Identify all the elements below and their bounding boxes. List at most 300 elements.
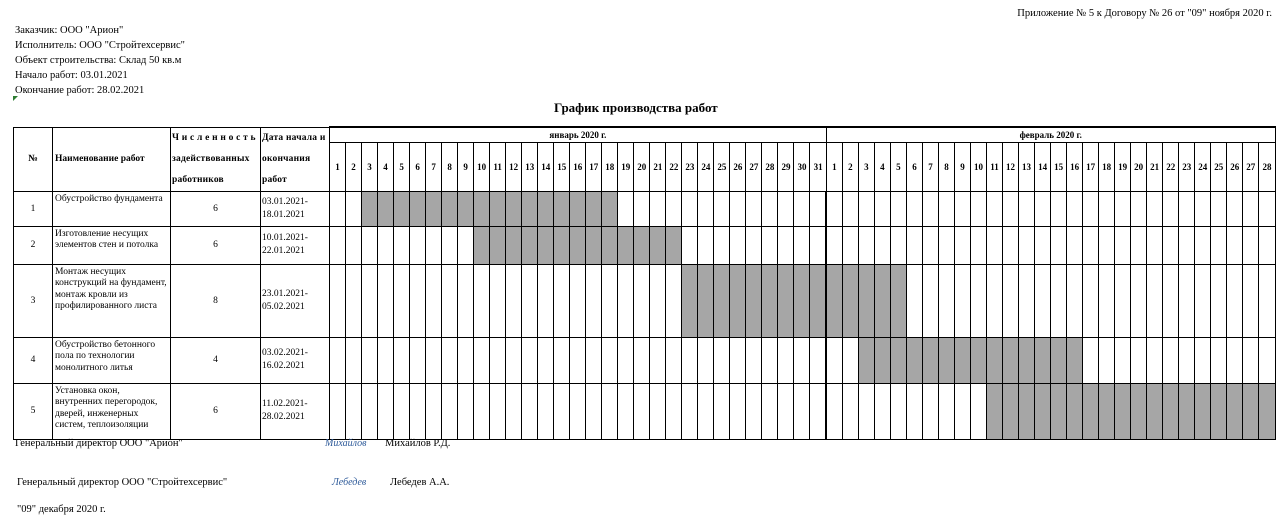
gantt-cell [810,383,826,439]
gantt-cell [826,191,842,226]
gantt-cell [714,383,730,439]
gantt-bar-cell [442,191,458,226]
gantt-cell [971,226,987,264]
gantt-cell [874,191,890,226]
gantt-cell [602,337,618,383]
gantt-cell [506,337,522,383]
gantt-cell [1051,191,1067,226]
gantt-cell [746,337,762,383]
gantt-bar-cell [554,226,570,264]
gantt-cell [346,337,362,383]
gantt-cell [490,264,506,337]
gantt-cell [346,191,362,226]
gantt-cell [426,226,442,264]
gantt-cell [378,383,394,439]
gantt-cell [1099,191,1115,226]
gantt-bar-cell [698,264,714,337]
gantt-cell [1147,337,1163,383]
gantt-cell [1067,226,1083,264]
gantt-cell [1243,226,1259,264]
day-header: 8 [938,143,954,191]
day-header: 13 [522,143,538,191]
day-header: 3 [858,143,874,191]
day-header: 14 [1035,143,1051,191]
signer1-signature: Михайлов [325,438,367,449]
day-header: 30 [794,143,810,191]
gantt-table [13,126,1276,440]
gantt-cell [618,337,634,383]
gantt-bar-cell [586,226,602,264]
gantt-cell [826,226,842,264]
task-name: Установка окон, внутренних перегородок, дверей, инженерных систем, теплоизоляции [53,383,171,439]
gantt-cell [762,226,778,264]
gantt-cell [922,264,938,337]
gantt-cell [938,191,954,226]
gantt-cell [1179,264,1195,337]
gantt-cell [394,264,410,337]
day-header: 1 [826,143,842,191]
task-dates: 03.02.2021-16.02.2021 [261,337,330,383]
gantt-bar-cell [874,264,890,337]
gantt-bar-cell [1195,383,1211,439]
gantt-cell [1259,226,1275,264]
gantt-bar-cell [586,191,602,226]
gantt-cell [971,191,987,226]
day-header: 10 [971,143,987,191]
gantt-cell [1131,226,1147,264]
gantt-cell [1243,191,1259,226]
gantt-cell [1163,264,1179,337]
gantt-bar-cell [762,264,778,337]
gantt-cell [474,264,490,337]
signer1-name: Михайлов Р.Д. [385,438,451,449]
col-header-workers: Ч и с л е н н о с т ь задействованных работников [171,127,261,191]
gantt-bar-cell [650,226,666,264]
gantt-cell [890,226,906,264]
gantt-bar-cell [987,337,1003,383]
gantt-bar-cell [1099,383,1115,439]
day-header: 2 [346,143,362,191]
day-header: 15 [554,143,570,191]
gantt-cell [794,383,810,439]
gantt-cell [1051,226,1067,264]
gantt-cell [1227,226,1243,264]
gantt-cell [1147,264,1163,337]
gantt-cell [842,191,858,226]
gantt-cell [954,264,970,337]
col-header-name: Наименование работ [53,127,171,191]
gantt-bar-cell [778,264,794,337]
gantt-cell [810,337,826,383]
task-row [14,226,1276,264]
gantt-cell [1003,226,1019,264]
gantt-cell [618,383,634,439]
gantt-cell [410,337,426,383]
gantt-bar-cell [858,337,874,383]
gantt-cell [1179,191,1195,226]
gantt-cell [330,337,346,383]
day-header: 5 [394,143,410,191]
gantt-cell [506,264,522,337]
gantt-cell [1131,264,1147,337]
day-header: 19 [1115,143,1131,191]
gantt-cell [746,226,762,264]
task-dates: 11.02.2021-28.02.2021 [261,383,330,439]
day-header: 18 [1099,143,1115,191]
gantt-cell [634,264,650,337]
day-header: 9 [954,143,970,191]
gantt-cell [394,383,410,439]
gantt-cell [634,191,650,226]
gantt-bar-cell [538,226,554,264]
gantt-cell [554,264,570,337]
gantt-cell [682,226,698,264]
gantt-cell [666,383,682,439]
day-header: 26 [730,143,746,191]
task-workers: 4 [171,337,261,383]
gantt-cell [842,337,858,383]
gantt-cell [730,226,746,264]
gantt-cell [394,226,410,264]
gantt-cell [330,191,346,226]
gantt-cell [826,337,842,383]
day-header: 22 [666,143,682,191]
gantt-bar-cell [874,337,890,383]
gantt-cell [490,337,506,383]
gantt-cell [842,226,858,264]
gantt-cell [554,383,570,439]
task-row [14,383,1276,439]
gantt-cell [1259,337,1275,383]
gantt-cell [650,337,666,383]
gantt-cell [1019,226,1035,264]
gantt-cell [602,383,618,439]
day-header: 16 [570,143,586,191]
day-header: 23 [682,143,698,191]
task-num: 3 [14,264,53,337]
contractor-line: Исполнитель: ООО "Стройтехсервис" [15,40,185,51]
gantt-cell [426,264,442,337]
gantt-cell [650,264,666,337]
gantt-bar-cell [890,337,906,383]
gantt-cell [826,383,842,439]
gantt-cell [1035,226,1051,264]
gantt-bar-cell [1019,337,1035,383]
gantt-bar-cell [1147,383,1163,439]
gantt-cell [1243,337,1259,383]
task-num: 4 [14,337,53,383]
gantt-cell [570,337,586,383]
gantt-bar-cell [1035,337,1051,383]
gantt-cell [698,337,714,383]
gantt-cell [987,264,1003,337]
object-line: Объект строительства: Склад 50 кв.м [15,55,182,66]
gantt-cell [858,226,874,264]
gantt-cell [458,337,474,383]
task-name: Монтаж несущих конструкций на фундамент, монтаж кровли из профилированного листа [53,264,171,337]
gantt-bar-cell [1243,383,1259,439]
day-header: 28 [762,143,778,191]
day-header: 4 [378,143,394,191]
gantt-bar-cell [1227,383,1243,439]
gantt-cell [730,337,746,383]
gantt-bar-cell [522,226,538,264]
month-header: январь 2020 г. [330,127,827,143]
gantt-cell [458,226,474,264]
gantt-cell [682,337,698,383]
gantt-cell [730,383,746,439]
gantt-bar-cell [971,337,987,383]
gantt-cell [746,191,762,226]
gantt-cell [987,226,1003,264]
gantt-cell [362,337,378,383]
gantt-bar-cell [1051,383,1067,439]
task-name: Обустройство бетонного пола по технологии монолитного литья [53,337,171,383]
gantt-cell [522,264,538,337]
day-header: 20 [1131,143,1147,191]
gantt-cell [346,226,362,264]
signer2-name: Лебедев А.А. [390,477,450,488]
gantt-cell [906,383,922,439]
page-title: График производства работ [554,100,718,115]
gantt-bar-cell [794,264,810,337]
gantt-cell [1195,337,1211,383]
gantt-cell [490,383,506,439]
day-header: 7 [426,143,442,191]
gantt-cell [666,337,682,383]
gantt-bar-cell [906,337,922,383]
gantt-cell [682,383,698,439]
gantt-bar-cell [1083,383,1099,439]
gantt-cell [586,383,602,439]
day-header: 27 [746,143,762,191]
gantt-bar-cell [1035,383,1051,439]
gantt-cell [954,226,970,264]
gantt-cell [778,226,794,264]
gantt-cell [954,383,970,439]
gantt-cell [762,383,778,439]
month-header: февраль 2020 г. [826,127,1275,143]
gantt-cell [714,337,730,383]
gantt-cell [410,226,426,264]
gantt-bar-cell [410,191,426,226]
gantt-bar-cell [730,264,746,337]
gantt-cell [362,264,378,337]
day-header: 21 [1147,143,1163,191]
gantt-bar-cell [634,226,650,264]
gantt-cell [1147,191,1163,226]
gantt-cell [1019,191,1035,226]
gantt-cell [714,226,730,264]
gantt-cell [442,226,458,264]
gantt-cell [602,264,618,337]
gantt-bar-cell [1179,383,1195,439]
gantt-cell [938,264,954,337]
gantt-bar-cell [987,383,1003,439]
gantt-bar-cell [426,191,442,226]
gantt-cell [1083,264,1099,337]
day-header: 23 [1179,143,1195,191]
gantt-bar-cell [1131,383,1147,439]
gantt-bar-cell [522,191,538,226]
gantt-cell [762,191,778,226]
gantt-bar-cell [554,191,570,226]
gantt-bar-cell [714,264,730,337]
gantt-cell [938,383,954,439]
signer2-title: Генеральный директор ООО "Стройтехсервис" [17,477,228,488]
gantt-cell [410,264,426,337]
gantt-bar-cell [570,226,586,264]
gantt-cell [330,383,346,439]
gantt-bar-cell [842,264,858,337]
gantt-cell [1019,264,1035,337]
gantt-bar-cell [490,226,506,264]
cell-comment-marker [13,96,18,101]
day-header: 11 [490,143,506,191]
gantt-cell [1099,226,1115,264]
gantt-bar-cell [618,226,634,264]
gantt-bar-cell [458,191,474,226]
gantt-bar-cell [1163,383,1179,439]
gantt-cell [362,226,378,264]
gantt-bar-cell [1051,337,1067,383]
gantt-cell [810,191,826,226]
col-header-num: № [14,127,53,191]
day-header: 31 [810,143,826,191]
gantt-cell [1083,337,1099,383]
gantt-cell [1163,191,1179,226]
gantt-bar-cell [666,226,682,264]
gantt-bar-cell [858,264,874,337]
gantt-cell [971,264,987,337]
gantt-cell [522,383,538,439]
day-header: 7 [922,143,938,191]
gantt-cell [746,383,762,439]
gantt-cell [1115,226,1131,264]
gantt-cell [1179,226,1195,264]
gantt-cell [971,383,987,439]
gantt-cell [1179,337,1195,383]
gantt-bar-cell [1067,383,1083,439]
gantt-cell [794,226,810,264]
gantt-cell [1115,337,1131,383]
gantt-cell [378,337,394,383]
gantt-cell [698,191,714,226]
day-header: 4 [874,143,890,191]
gantt-cell [538,264,554,337]
task-num: 2 [14,226,53,264]
gantt-bar-cell [1067,337,1083,383]
gantt-bar-cell [826,264,842,337]
day-header: 12 [506,143,522,191]
gantt-cell [1163,226,1179,264]
gantt-cell [1243,264,1259,337]
task-num: 5 [14,383,53,439]
gantt-cell [1227,337,1243,383]
gantt-cell [890,383,906,439]
gantt-cell [362,383,378,439]
gantt-cell [1131,191,1147,226]
day-header: 29 [778,143,794,191]
day-header: 26 [1227,143,1243,191]
day-header: 24 [1195,143,1211,191]
gantt-cell [442,383,458,439]
gantt-cell [570,264,586,337]
gantt-bar-cell [474,226,490,264]
gantt-cell [442,337,458,383]
day-header: 14 [538,143,554,191]
gantt-cell [1227,264,1243,337]
gantt-cell [506,383,522,439]
signer1-title: Генеральный директор ООО "Арион" [15,438,183,449]
gantt-cell [378,264,394,337]
gantt-cell [1083,226,1099,264]
gantt-bar-cell [938,337,954,383]
gantt-cell [1163,337,1179,383]
day-header: 27 [1243,143,1259,191]
day-header: 6 [410,143,426,191]
day-header: 20 [634,143,650,191]
gantt-bar-cell [682,264,698,337]
gantt-cell [906,226,922,264]
gantt-bar-cell [394,191,410,226]
gantt-cell [522,337,538,383]
day-header: 9 [458,143,474,191]
task-name: Изготовление несущих элементов стен и потолка [53,226,171,264]
gantt-bar-cell [890,264,906,337]
gantt-cell [1211,226,1227,264]
gantt-cell [330,264,346,337]
gantt-cell [1259,191,1275,226]
gantt-cell [794,337,810,383]
gantt-cell [1035,264,1051,337]
gantt-cell [442,264,458,337]
gantt-cell [474,337,490,383]
day-header: 2 [842,143,858,191]
gantt-bar-cell [474,191,490,226]
task-dates: 03.01.2021-18.01.2021 [261,191,330,226]
gantt-bar-cell [506,191,522,226]
task-workers: 6 [171,226,261,264]
gantt-cell [1115,264,1131,337]
appendix-note: Приложение № 5 к Договору № 26 от "09" ноября 2020 г. [1017,8,1272,19]
task-dates: 23.01.2021-05.02.2021 [261,264,330,337]
gantt-cell [890,191,906,226]
gantt-cell [874,383,890,439]
gantt-cell [458,383,474,439]
gantt-bar-cell [1259,383,1275,439]
gantt-cell [666,264,682,337]
gantt-cell [1003,191,1019,226]
gantt-cell [618,191,634,226]
gantt-bar-cell [1003,337,1019,383]
day-header: 19 [618,143,634,191]
gantt-cell [1003,264,1019,337]
gantt-cell [1147,226,1163,264]
day-header: 10 [474,143,490,191]
day-header: 25 [714,143,730,191]
gantt-bar-cell [570,191,586,226]
gantt-cell [810,226,826,264]
gantt-bar-cell [1115,383,1131,439]
gantt-cell [1259,264,1275,337]
gantt-cell [858,383,874,439]
gantt-cell [1067,264,1083,337]
gantt-cell [1195,264,1211,337]
day-header: 12 [1003,143,1019,191]
task-workers: 6 [171,191,261,226]
gantt-cell [1115,191,1131,226]
